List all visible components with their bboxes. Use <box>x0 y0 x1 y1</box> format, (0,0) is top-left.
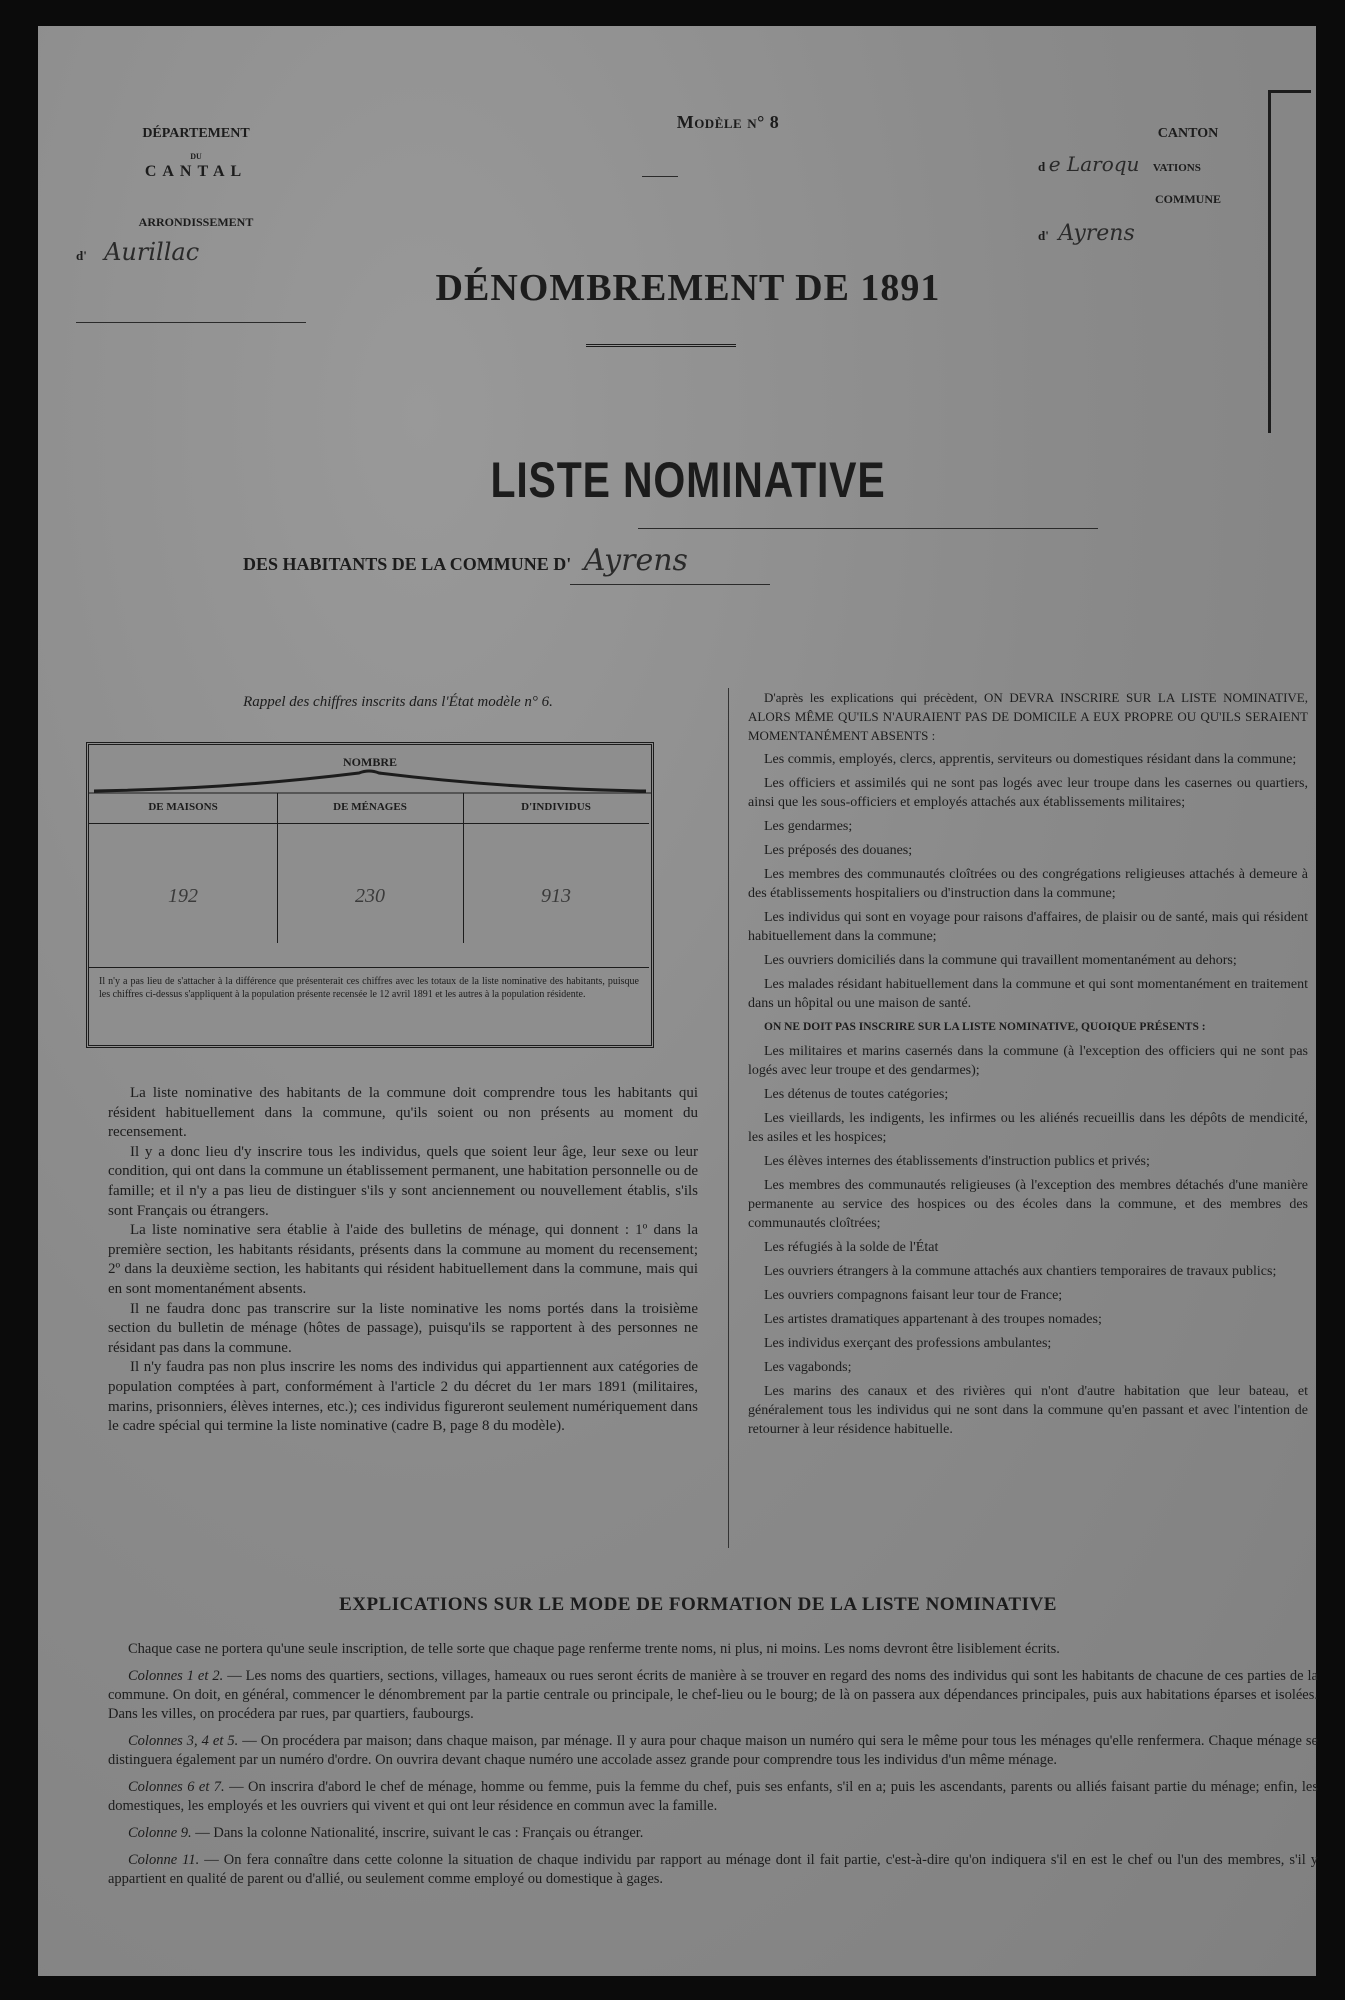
canton-label: CANTON <box>1157 126 1219 141</box>
include-item: Les officiers et assimilés qui ne sont pas logés avec leur troupe dans les casernes ou quartiers, ainsi que les sous-officiers et employés attachés aux établissements militaires; <box>748 776 1308 810</box>
explications-intro: Chaque case ne portera qu'une seule inscription, de telle sorte que chaque page renferme trente noms, ni plus, ni moins. Les noms devront être lisiblement écrits. <box>128 1641 1060 1657</box>
explication-label: Colonnes 6 et 7. <box>128 1779 225 1795</box>
canton-block <box>1038 126 1298 246</box>
explication-item <box>108 1667 1318 1724</box>
note-rule <box>89 967 649 968</box>
habitants-label: DES HABITANTS DE LA COMMUNE D' <box>243 554 572 574</box>
left-paragraph: Il n'y faudra pas non plus inscrire les noms des individus qui appartiennent aux catégories de population comptées à part, conformément à l'article 2 du décret du 1er mars 1891 (militaires, marins, prisonniers, élèves internes, etc.); ces individus figureront seulement numériquement dans le cadre spécial qui termine la liste nominative (cadre B, page 8 du modèle). <box>108 1359 698 1435</box>
left-paragraph: La liste nominative des habitants de la commune doit comprendre tous les habitants qui résident habituellement dans la commune, qu'ils soient ou non présents au moment du recensement. <box>108 1085 698 1141</box>
explications-text <box>108 1640 1318 1897</box>
explications-title: EXPLICATIONS SUR LE MODE DE FORMATION DE LA LISTE NOMINATIVE <box>339 1594 1057 1615</box>
title-denombrement: DÉNOMBREMENT DE 1891 <box>435 267 941 309</box>
observations-fragment: VATIONS <box>1152 162 1201 174</box>
arrondissement-line <box>76 238 316 266</box>
canton-line <box>1038 152 1298 176</box>
right-column-text <box>748 688 1308 1444</box>
exclude-item: Les individus exerçant des professions ambulantes; <box>764 1336 1052 1351</box>
include-item: Les membres des communautés cloîtrées ou des congrégations religieuses attachés à demeure à des établissements hospitaliers ou d'instruction dans la commune; <box>748 867 1308 901</box>
departement-value: CANTAL <box>144 163 248 180</box>
explication-item <box>108 1824 1318 1843</box>
nombre-brace <box>89 767 651 795</box>
exclude-item: Les ouvriers compagnons faisant leur tour de France; <box>764 1288 1063 1303</box>
include-item: Les ouvriers domiciliés dans la commune qui travaillent momentanément au dehors; <box>764 953 1237 968</box>
commune-line <box>1038 221 1298 246</box>
habitants-line <box>243 543 1143 578</box>
nombre-label: NOMBRE <box>343 755 397 769</box>
departement-block <box>76 126 316 266</box>
modele-label: Modèle n° 8 <box>676 112 780 132</box>
include-item: Les malades résidant habituellement dans la commune et qui sont momentanément en traitement dans un hôpital ou une maison de santé. <box>748 977 1308 1011</box>
arrondissement-label: ARRONDISSEMENT <box>138 215 254 229</box>
exclude-item: Les détenus de toutes catégories; <box>764 1087 949 1102</box>
explication-label: Colonne 11. <box>128 1852 200 1868</box>
modele-dash <box>642 176 678 177</box>
nombre-table <box>86 742 654 1048</box>
du-label: DU <box>190 152 202 161</box>
title-liste-nominative: LISTE NOMINATIVE <box>490 452 886 508</box>
arrondissement-value: Aurillac <box>104 238 200 266</box>
explication-item <box>108 1732 1318 1770</box>
exclude-item: Les membres des communautés religieuses (à l'exception des membres détachés d'une manière permanente au service des hospices ou des écoles dans la commune, et des membres des communautés cloîtrées; <box>748 1178 1308 1231</box>
value-maisons: 192 <box>168 885 198 907</box>
explication-item <box>108 1851 1318 1889</box>
col-divider-2 <box>463 793 464 943</box>
exclude-item: Les ouvriers étrangers à la commune attachés aux chantiers temporaires de travaux publics; <box>764 1264 1277 1279</box>
explication-body: — On inscrira d'abord le chef de ménage, homme ou femme, puis la femme du chef, puis ses enfants, s'il en a; puis les ascendants, parents ou alliés faisant partie du ménage; enfin, les domestiques, les employés et les ouvriers qui vivent et qui ont leur résidence en commun avec la famille. <box>108 1779 1318 1814</box>
include-intro: D'après les explications qui précèdent, ON DEVRA INSCRIRE SUR LA LISTE NOMINATIVE, ALORS MÊME QU'ILS N'AURAIENT PAS DE DOMICILE A EUX PROPRE OU QU'ILS SERAIENT MOMENTANÉMENT ABSENTS : <box>748 690 1308 743</box>
exclude-item: Les artistes dramatiques appartenant à des troupes nomades; <box>764 1312 1102 1327</box>
exclude-item: Les vagabonds; <box>764 1360 852 1375</box>
include-item: Les commis, employés, clercs, apprentis, serviteurs ou domestiques résidant dans la commune; <box>764 752 1297 767</box>
explication-label: Colonne 9. <box>128 1825 192 1841</box>
explication-body: — On fera connaître dans cette colonne la situation de chaque individu par rapport au ménage dont il fait partie, c'est-à-dire qu'on indiquera s'il en est le chef ou l'un des membres, s'il y appartient en qualité de parent ou d'allié, ou seulement comme employé ou domestique à gages. <box>108 1852 1318 1887</box>
habitants-underline <box>638 528 1098 529</box>
exclude-intro: ON NE DOIT PAS INSCRIRE SUR LA LISTE NOMINATIVE, QUOIQUE PRÉSENTS : <box>764 1021 1206 1033</box>
left-paragraph: La liste nominative sera établie à l'aide des bulletins de ménage, qui donnent : 1º dans la première section, les habitants résidants, présents dans la commune au moment du recensement; 2º dans la deuxième section, les habitants qui résident habituellement dans la commune, mais qui en sont momentanément absents. <box>108 1222 698 1297</box>
explication-item <box>108 1778 1318 1816</box>
rappel-note: Il n'y a pas lieu de s'attacher à la différence que présenterait ces chiffres avec les totaux de la liste nominative des habitants, puisque les chiffres ci-dessus s'appliquent à la population présente recensée le 12 avril 1891 et les autres à la population résidente. <box>99 976 639 1000</box>
col-individus: D'INDIVIDUS <box>521 801 591 813</box>
col-menages: DE MÉNAGES <box>333 801 407 813</box>
commune-value: Ayrens <box>1058 221 1135 246</box>
left-column-text <box>108 1084 698 1437</box>
rappel-caption: Rappel des chiffres inscrits dans l'État modèle n° 6. <box>243 694 553 710</box>
include-item: Les gendarmes; <box>764 819 853 834</box>
include-item: Les préposés des douanes; <box>764 843 913 858</box>
left-paragraph: Il ne faudra donc pas transcrire sur la liste nominative les noms portés dans la troisième section du bulletin de ménage (hôtes de passage), puisqu'ils se rapportent à des personnes ne résidant pas dans la commune. <box>108 1300 698 1356</box>
exclude-item: Les militaires et marins casernés dans la commune (à l'exception des officiers qui ne sont pas logés avec leur troupe et des gendarmes); <box>748 1044 1308 1078</box>
arrondissement-underline <box>76 322 306 323</box>
explication-label: Colonnes 1 et 2. <box>128 1668 224 1684</box>
exclude-item: Les marins des canaux et des rivières qui n'ont d'autre habitation que leur bateau, et généralement tous les individus qui ne sont dans la commune qu'en passant et avec l'intention de retourner à leur résidence habituelle. <box>748 1384 1308 1437</box>
column-divider <box>728 688 729 1548</box>
explication-body: — Les noms des quartiers, sections, villages, hameaux ou rues seront écrits de manière à se trouver en regard des noms des individus qui sont les habitants de chacune de ces parties de la commune. On doit, en général, commencer le dénombrement par la partie centrale ou principale, le chef-lieu ou le bourg; de là on passera aux dépendances principales, puis aux habitations éparses et isolées. Dans les villes, on procédera par rues, par quartiers, faubourgs. <box>108 1668 1318 1722</box>
habitants-commune-value: Ayrens <box>583 543 688 578</box>
explication-body: — Dans la colonne Nationalité, inscrire, suivant le cas : Français ou étranger. <box>191 1825 644 1841</box>
value-menages: 230 <box>355 885 385 907</box>
canton-value: e Laroqu <box>1048 152 1140 176</box>
canton-prefix: d <box>1038 159 1046 174</box>
subline-divider <box>570 584 770 585</box>
include-item: Les individus qui sont en voyage pour raisons d'affaires, de plaisir ou de santé, mais qui résident habituellement dans la commune; <box>748 910 1308 944</box>
commune-label: COMMUNE <box>1155 192 1221 206</box>
explication-label: Colonnes 3, 4 et 5. <box>128 1733 239 1749</box>
value-individus: 913 <box>541 885 571 907</box>
arrondissement-prefix: d' <box>76 248 87 263</box>
left-paragraph: Il y a donc lieu d'y inscrire tous les individus, quels que soient leur âge, leur sexe ou leur condition, qui ont dans la commune un établissement permanent, une habitation personnelle ou de famille; et il n'y a pas lieu de distinguer s'ils y sont anciennement ou nouvellement établis, s'ils sont Français ou étrangers. <box>108 1143 698 1219</box>
census-page <box>38 26 1316 1976</box>
col-maisons: DE MAISONS <box>148 801 218 813</box>
departement-label: DÉPARTEMENT <box>142 126 250 141</box>
exclude-item: Les réfugiés à la solde de l'État <box>764 1240 939 1255</box>
observations-frame <box>1268 90 1311 433</box>
title-divider <box>586 344 736 347</box>
col-header-rule <box>89 823 649 824</box>
col-divider-1 <box>277 793 278 943</box>
explication-body: — On procédera par maison; dans chaque maison, par ménage. Il y aura pour chaque maison un numéro qui sera le même pour tous les ménages qu'elle renfermera. Chaque ménage se distinguera également par un numéro d'ordre. On ouvrira devant chaque numéro une accolade assez grande pour comprendre tous les individus d'un même ménage. <box>108 1733 1318 1768</box>
exclude-item: Les élèves internes des établissements d'instruction publics et privés; <box>764 1154 1150 1169</box>
exclude-item: Les vieillards, les indigents, les infirmes ou les aliénés recueillis dans les dépôts de mendicité, les asiles et les hospices; <box>748 1111 1308 1145</box>
commune-prefix: d' <box>1038 228 1049 243</box>
